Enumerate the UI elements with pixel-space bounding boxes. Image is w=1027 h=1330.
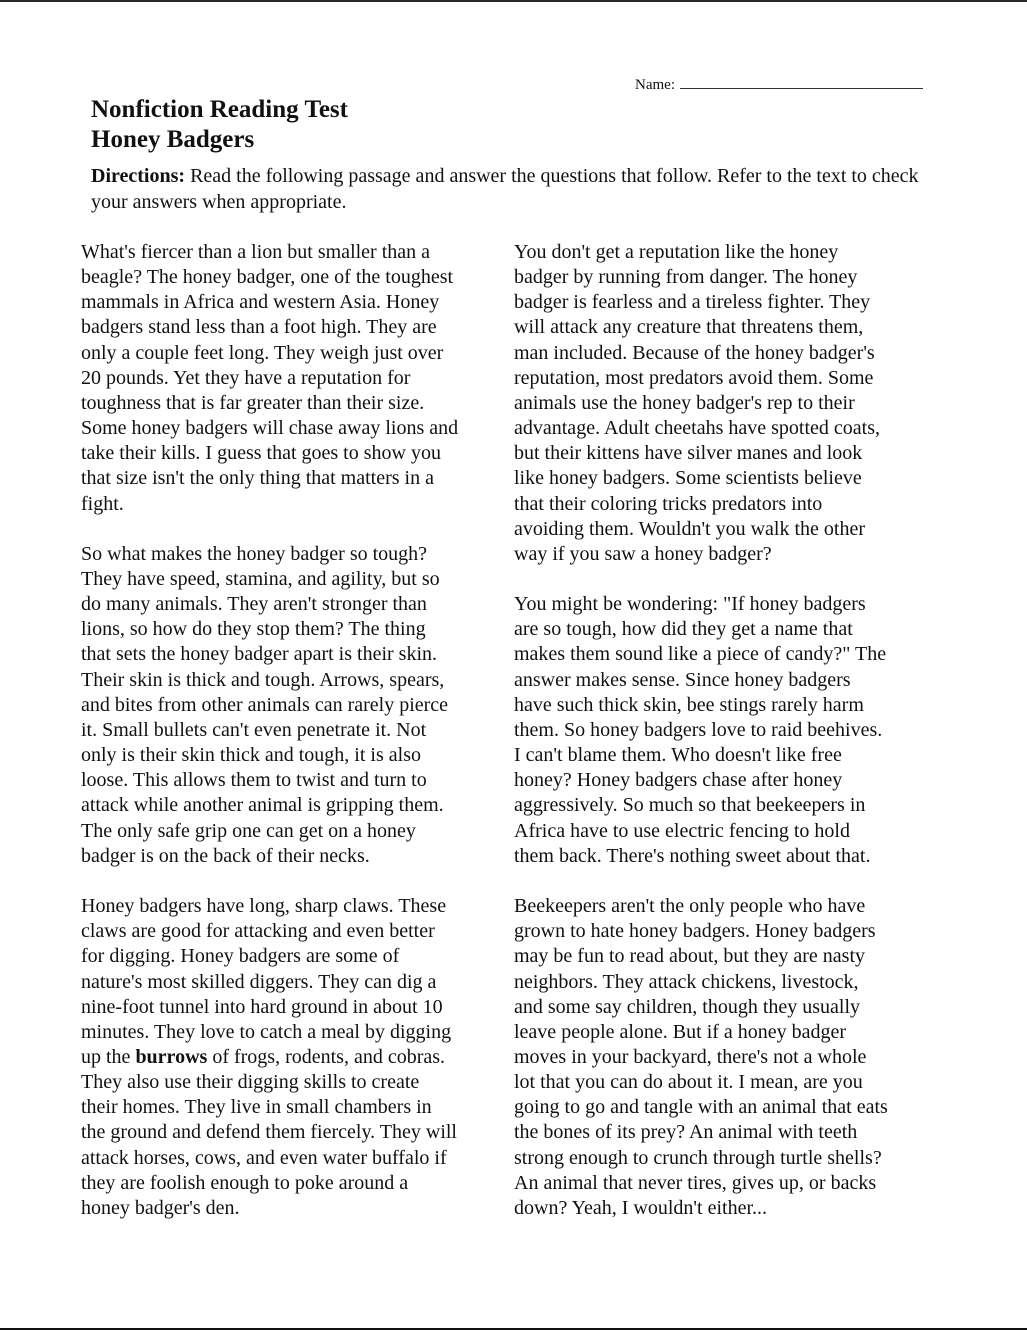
text-line: makes them sound like a piece of candy?" The [514,643,887,666]
paragraph-3 [81,894,506,1221]
text-line: honey? Honey badgers chase after honey [514,769,843,792]
directions-label: Directions: [91,165,186,187]
text-line: do many animals. They aren't stronger than [81,593,427,616]
text-line: nature's most skilled diggers. They can dig a [81,970,437,993]
page-title [91,95,348,155]
text-line: and bites from other animals can rarely pierce [81,693,449,716]
text-line: badger is fearless and a tireless fighter. They [514,291,871,314]
name-label: Name: [635,77,675,93]
text-line: man included. Because of the honey badger's [514,341,875,364]
text-line: for digging. Honey badgers are some of [81,945,400,968]
paragraph-6 [514,894,939,1221]
text-line: lions, so how do they stop them? The thing [81,618,426,641]
text-line: claws are good for attacking and even better [81,920,435,943]
text-line: animals use the honey badger's rep to their [514,391,855,414]
text-line: down? Yeah, I wouldn't either... [514,1196,768,1219]
text-line: nine-foot tunnel into hard ground in about 10 [81,995,443,1018]
text-line: aggressively. So much so that beekeepers in [514,794,866,817]
text-line: avoiding them. Wouldn't you walk the other [514,517,866,540]
name-field[interactable] [635,74,923,94]
text-line: Africa have to use electric fencing to hold [514,819,850,842]
directions [91,163,931,215]
text-line: them. So honey badgers love to raid beehives. [514,718,883,741]
text-line: answer makes sense. Since honey badgers [514,668,851,691]
text-line: Some honey badgers will chase away lions and [81,417,459,440]
text-line: will attack any creature that threatens them, [514,316,864,339]
text-line: badger by running from danger. The honey [514,266,858,289]
text-line: that their coloring tricks predators into [514,492,823,515]
passage-column-left [81,240,506,1246]
text-line: like honey badgers. Some scientists believe [514,467,862,490]
text-line: may be fun to read about, but they are nasty [514,945,865,968]
text-line: the ground and defend them fiercely. They will [81,1121,457,1144]
text-line: only a couple feet long. They weigh just over [81,341,444,364]
text-line: So what makes the honey badger so tough? [81,542,428,565]
text-line: but their kittens have silver manes and look [514,442,863,465]
text-line: only is their skin thick and tough, it is also [81,744,421,767]
text-line: badger is on the back of their necks. [81,844,370,867]
text-line: loose. This allows them to twist and turn to [81,769,427,792]
paragraph-5 [514,592,939,869]
test-title: Nonfiction Reading Test [91,96,348,123]
text-line: You don't get a reputation like the honey [514,241,839,263]
text-line: minutes. They love to catch a meal by digging [81,1020,452,1043]
text-line: The only safe grip one can get on a honey [81,819,416,842]
text-line: them back. There's nothing sweet about that. [514,844,871,867]
text-line: What's fiercer than a lion but smaller than a [81,241,431,263]
text-line: fight. [81,492,124,515]
text-segment: up the [81,1045,136,1068]
text-line: the bones of its prey? An animal with teeth [514,1121,858,1144]
text-line: An animal that never tires, gives up, or backs [514,1171,877,1194]
passage-title: Honey Badgers [91,126,255,153]
text-line: grown to hate honey badgers. Honey badgers [514,920,876,943]
text-line: honey badger's den. [81,1196,240,1219]
text-line: leave people alone. But if a honey badger [514,1020,847,1043]
name-blank-line[interactable] [680,74,923,89]
text-line: You might be wondering: "If honey badgers [514,593,866,616]
text-line: beagle? The honey badger, one of the toughest [81,266,454,289]
text-line: their homes. They live in small chambers in [81,1096,432,1119]
text-line: take their kills. I guess that goes to show you [81,442,441,465]
text-line: toughness that is far greater than their size. [81,391,425,414]
text-line: attack while another animal is gripping them. [81,794,444,817]
text-line: advantage. Adult cheetahs have spotted coats, [514,417,880,440]
text-line: way if you saw a honey badger? [514,542,772,565]
passage-column-right [514,240,939,1246]
vocabulary-word: burrows [135,1045,208,1068]
text-line: Honey badgers have long, sharp claws. These [81,895,447,918]
text-line-with-vocab [81,1045,506,1070]
text-line: neighbors. They attack chickens, livestock, [514,970,859,993]
text-line: reputation, most predators avoid them. Some [514,366,874,389]
page-top-border [0,0,1027,2]
text-line: badgers stand less than a foot high. They are [81,316,437,339]
text-line: it. Small bullets can't even penetrate it. Not [81,718,427,741]
text-line: that sets the honey badger apart is their skin. [81,643,438,666]
paragraph-2 [81,542,506,869]
paragraph-1 [81,240,506,517]
text-line: 20 pounds. Yet they have a reputation for [81,366,411,389]
text-line: have such thick skin, bee stings rarely harm [514,693,864,716]
text-line: are so tough, how did they get a name that [514,618,853,641]
text-line: Their skin is thick and tough. Arrows, spears, [81,668,445,691]
text-line: moves in your backyard, there's not a whole [514,1045,867,1068]
text-line: they are foolish enough to poke around a [81,1171,409,1194]
directions-text: Read the following passage and answer the questions that follow. Refer to the text to check your answers when appropriate. [91,165,919,213]
text-line: attack horses, cows, and even water buffalo if [81,1146,447,1169]
text-line: mammals in Africa and western Asia. Honey [81,291,440,314]
text-line: Beekeepers aren't the only people who have [514,895,866,918]
paragraph-4 [514,240,939,567]
text-line: and some say children, though they usually [514,995,861,1018]
text-line: that size isn't the only thing that matters in a [81,467,434,490]
text-line: strong enough to crunch through turtle shells? [514,1146,882,1169]
text-segment: of frogs, rodents, and cobras. [207,1045,446,1068]
text-line: They also use their digging skills to create [81,1071,420,1094]
text-line: They have speed, stamina, and agility, but so [81,568,440,591]
text-line: going to go and tangle with an animal that eats [514,1096,888,1119]
text-line: lot that you can do about it. I mean, are you [514,1071,863,1094]
text-line: I can't blame them. Who doesn't like free [514,744,842,767]
